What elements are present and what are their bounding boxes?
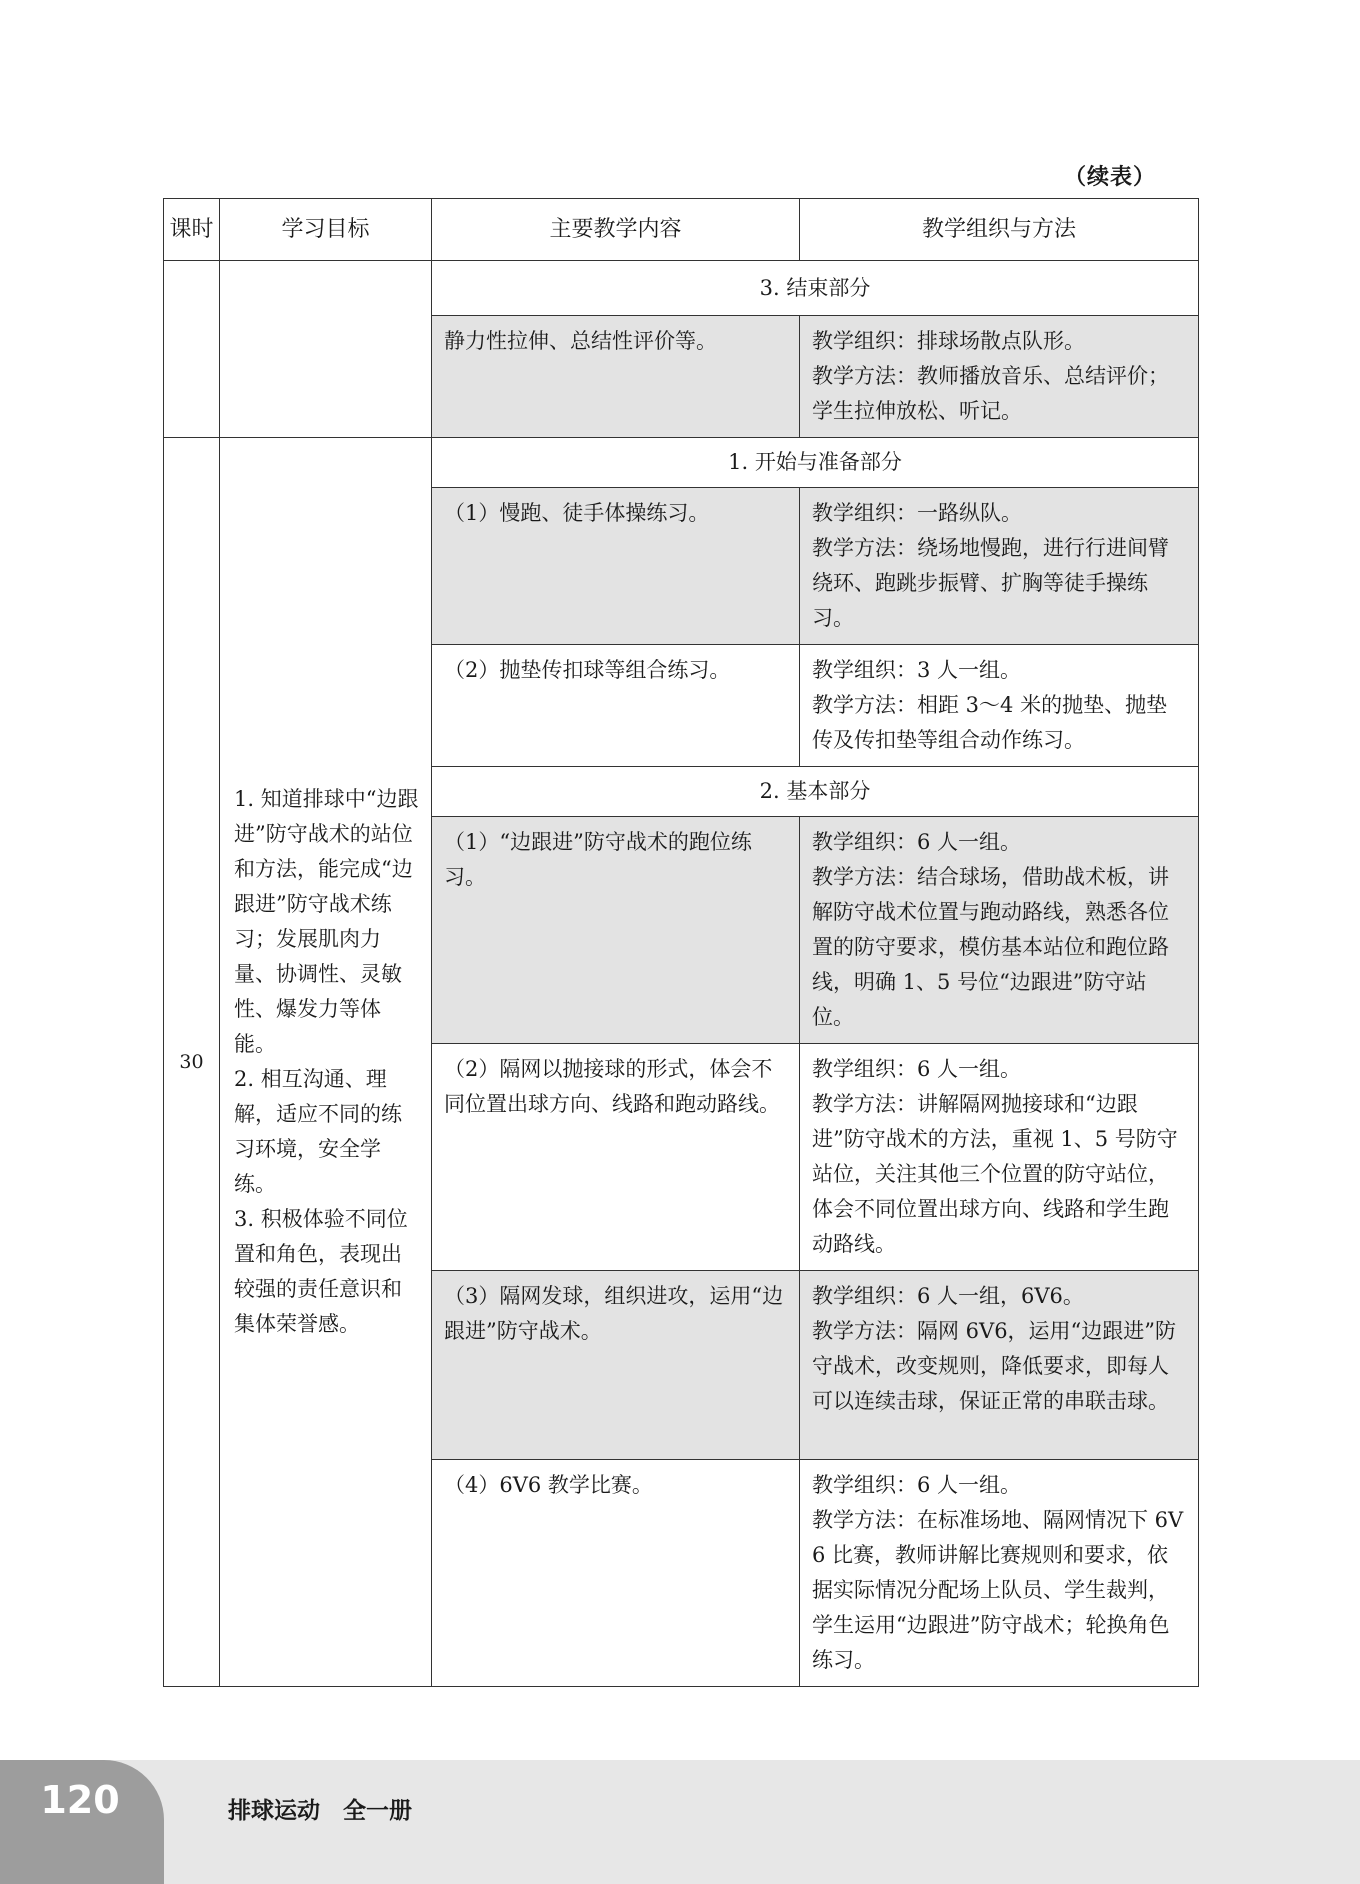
start-section-row	[164, 438, 1199, 488]
lesson-hours: 30	[164, 438, 220, 1687]
method-text: 教学方法：讲解隔网抛接球和“边跟进”防守战术的方法，重视 1、5 号防守站位，关注其他三个位置的防守站位，体会不同位置出球方向、线路和学生跑动路线。	[812, 1092, 1178, 1256]
header-content: 主要教学内容	[432, 199, 800, 261]
section-title-start: 1. 开始与准备部分	[432, 438, 1199, 488]
lesson-plan-table	[163, 198, 1199, 1687]
org-text: 教学组织：6 人一组。	[812, 830, 1022, 854]
section-title-end: 3. 结束部分	[432, 261, 1199, 316]
content-cell: （4）6V6 教学比赛。	[432, 1460, 800, 1687]
org-text: 教学组织：一路纵队。	[812, 501, 1022, 525]
goal-item: 1. 知道排球中“边跟进”防守战术的站位和方法，能完成“边跟进”防守战术练习；发展肌肉力量、协调性、灵敏性、爆发力等体能。	[234, 787, 419, 1056]
org-text: 教学组织：6 人一组。	[812, 1057, 1022, 1081]
content-cell: （2）隔网以抛接球的形式，体会不同位置出球方向、线路和跑动路线。	[432, 1044, 800, 1271]
org-text: 教学组织：6 人一组。	[812, 1473, 1022, 1497]
method-text: 教学方法：绕场地慢跑，进行行进间臂绕环、跑跳步振臂、扩胸等徒手操练习。	[812, 536, 1169, 630]
org-text: 教学组织：6 人一组，6V6。	[812, 1284, 1084, 1308]
method-cell	[800, 488, 1199, 645]
footer-band	[0, 1760, 1360, 1884]
end-section-row	[164, 261, 1199, 316]
content-cell: （2）抛垫传扣球等组合练习。	[432, 645, 800, 767]
goals-cell-empty	[220, 261, 432, 438]
method-cell	[800, 645, 1199, 767]
method-text: 教学方法：教师播放音乐、总结评价；学生拉伸放松、听记。	[812, 364, 1169, 423]
method-text: 教学方法：相距 3～4 米的抛垫、抛垫传及传扣垫等组合动作练习。	[812, 693, 1168, 752]
page-number: 120	[40, 1778, 120, 1822]
org-text: 教学组织：排球场散点队形。	[812, 329, 1085, 353]
content-cell: （1）慢跑、徒手体操练习。	[432, 488, 800, 645]
method-cell	[800, 1271, 1199, 1460]
content-cell: （3）隔网发球，组织进攻，运用“边跟进”防守战术。	[432, 1271, 800, 1460]
content-cell: 静力性拉伸、总结性评价等。	[432, 316, 800, 438]
hours-cell-empty	[164, 261, 220, 438]
method-text: 教学方法：隔网 6V6，运用“边跟进”防守战术，改变规则，降低要求，即每人可以连续击球，保证正常的串联击球。	[812, 1319, 1177, 1413]
continued-label: （续表）	[1063, 165, 1156, 190]
method-cell	[800, 316, 1199, 438]
table-header-row	[164, 199, 1199, 261]
content-cell: （1）“边跟进”防守战术的跑位练习。	[432, 817, 800, 1044]
header-method: 教学组织与方法	[800, 199, 1199, 261]
goal-item: 2. 相互沟通、理解，适应不同的练习环境，安全学练。	[234, 1067, 402, 1196]
header-hours: 课时	[164, 199, 220, 261]
method-text: 教学方法：结合球场，借助战术板，讲解防守战术位置与跑动路线，熟悉各位置的防守要求，模仿基本站位和跑位路线，明确 1、5 号位“边跟进”防守站位。	[812, 865, 1169, 1029]
method-cell	[800, 817, 1199, 1044]
method-text: 教学方法：在标准场地、隔网情况下 6V6 比赛，教师讲解比赛规则和要求，依据实际情况分配场上队员、学生裁判，学生运用“边跟进”防守战术；轮换角色练习。	[812, 1508, 1184, 1672]
section-title-basic: 2. 基本部分	[432, 767, 1199, 817]
learning-goals	[220, 438, 432, 1687]
method-cell	[800, 1044, 1199, 1271]
method-cell	[800, 1460, 1199, 1687]
header-goals: 学习目标	[220, 199, 432, 261]
org-text: 教学组织：3 人一组。	[812, 658, 1022, 682]
goal-item: 3. 积极体验不同位置和角色，表现出较强的责任意识和集体荣誉感。	[234, 1207, 408, 1336]
book-title: 排球运动 全一册	[228, 1798, 412, 1824]
